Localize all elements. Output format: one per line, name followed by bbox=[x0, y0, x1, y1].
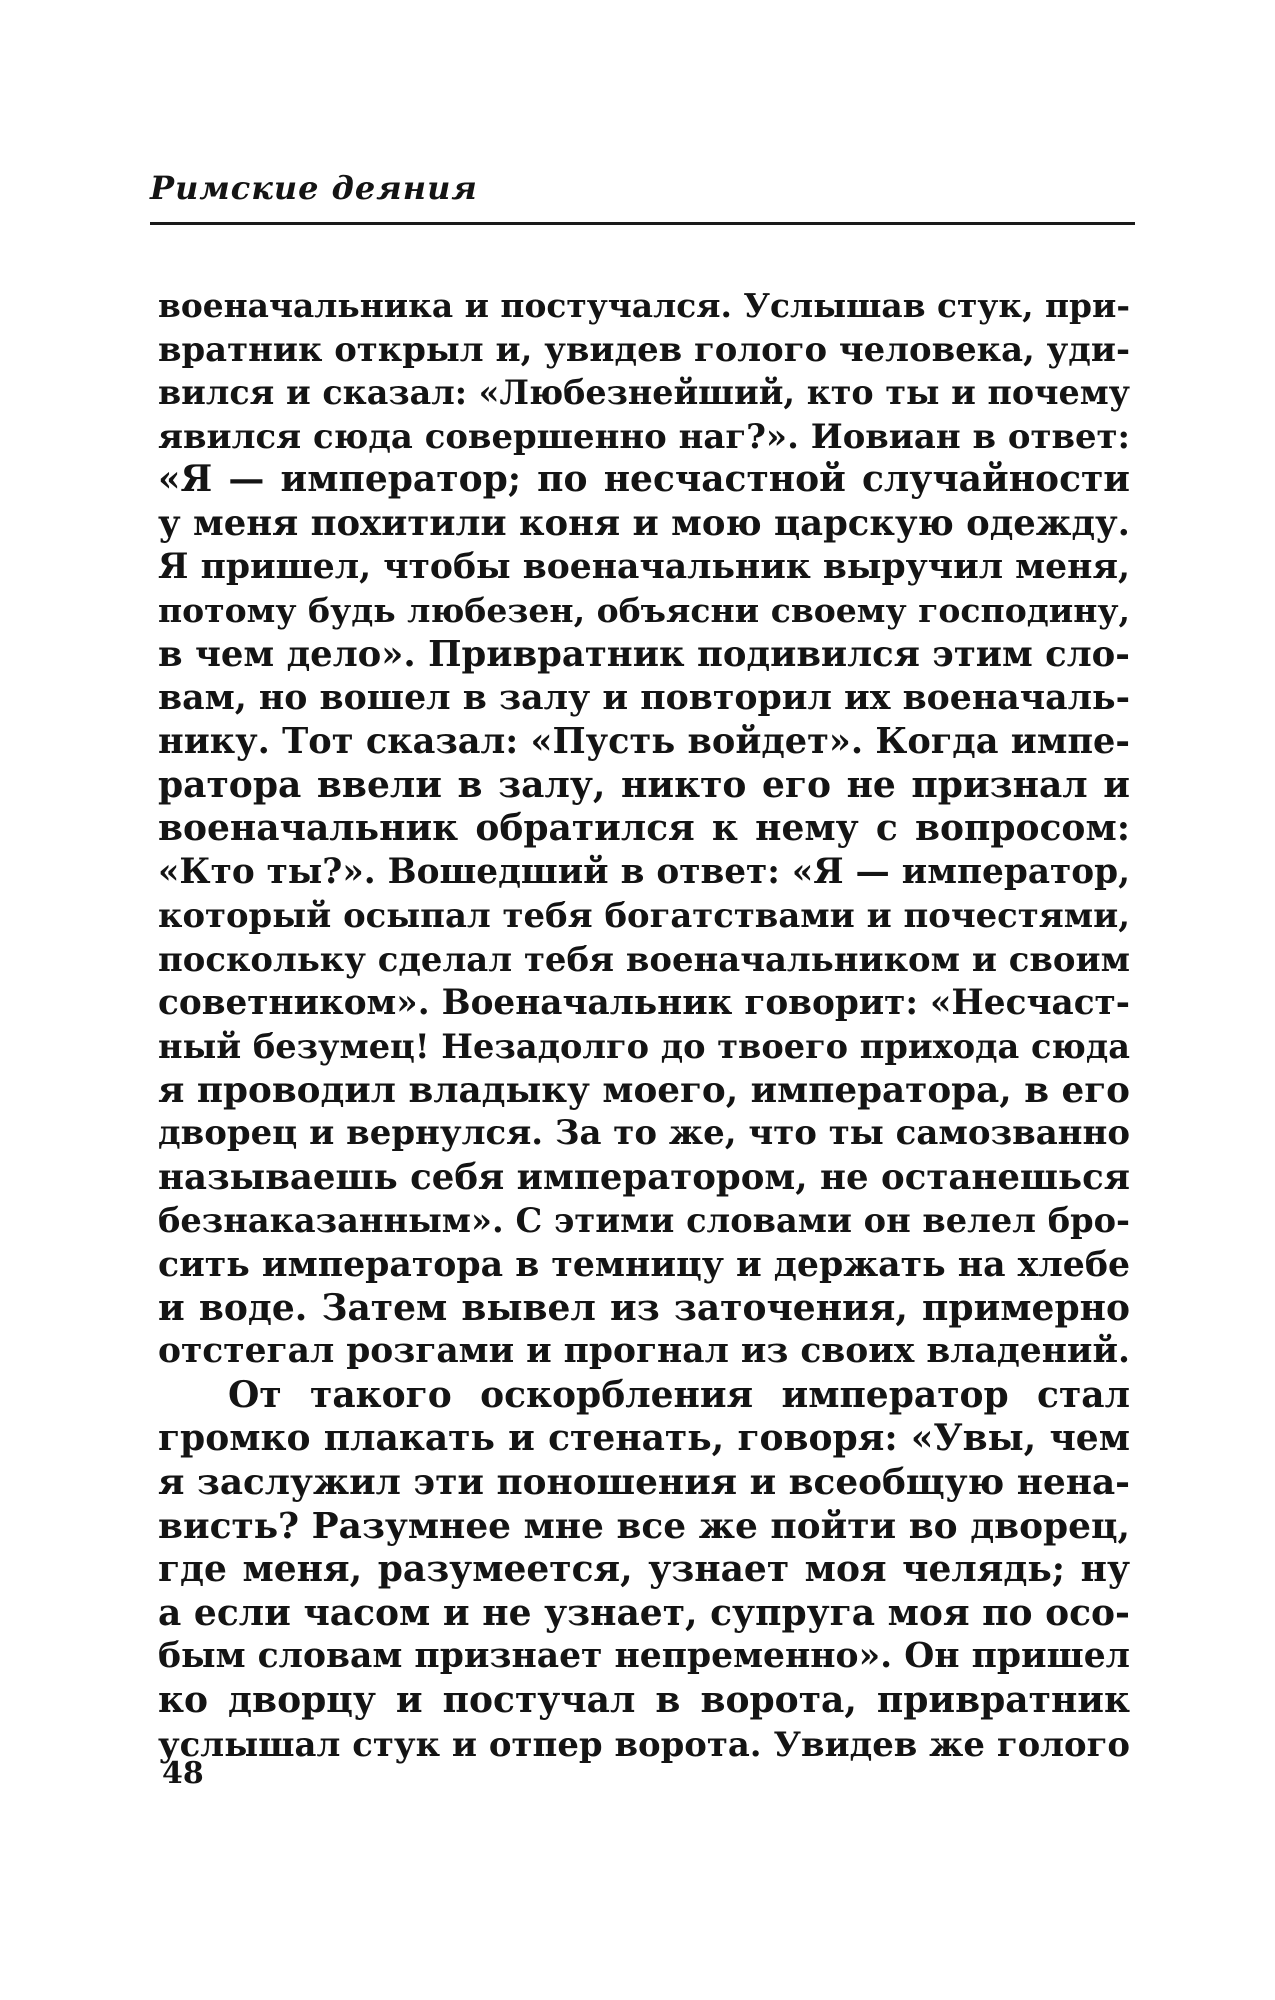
text-line: а если часом и не узнает, супруга моя по осо- bbox=[158, 1591, 1130, 1634]
text-line: услышал стук и отпер ворота. Увидев же голого bbox=[158, 1723, 1130, 1764]
text-line: вился и сказал: «Любезнейший, кто ты и почему bbox=[158, 373, 1130, 413]
running-title: Римские деяния bbox=[150, 169, 478, 207]
text-line: «Я — император; по несчастной случайности bbox=[158, 458, 1130, 501]
text-line: «Кто ты?». Вошедший в ответ: «Я — император, bbox=[158, 851, 1130, 892]
text-line: дворец и вернулся. За то же, что ты самозванно bbox=[158, 1113, 1130, 1154]
page-number: 48 bbox=[162, 1756, 204, 1791]
text-line: где меня, разумеется, узнает моя челядь; ну bbox=[158, 1548, 1130, 1591]
text-line: ко дворцу и постучал в ворота, привратник bbox=[158, 1679, 1130, 1721]
text-line: Я пришел, чтобы военачальник выручил меня, bbox=[158, 546, 1130, 587]
text-line: который осыпал тебя богатствами и почестями, bbox=[158, 895, 1130, 936]
text-line: сить императора в темницу и держать на хлебе bbox=[158, 1244, 1130, 1286]
text-line: громко плакать и стенать, говоря: «Увы, чем bbox=[158, 1417, 1130, 1460]
text-line: советником». Военачальник говорит: «Несчаст- bbox=[158, 982, 1130, 1023]
text-line: явился сюда совершенно наг?». Иовиан в ответ: bbox=[158, 415, 1130, 456]
text-line: военачальника и постучался. Услышав стук, при- bbox=[158, 286, 1130, 325]
text-line: в чем дело». Привратник подивился этим сло- bbox=[158, 633, 1130, 675]
text-line: я проводил владыку моего, императора, в его bbox=[158, 1068, 1130, 1111]
text-line: ный безумец! Незадолго до твоего прихода сюда bbox=[158, 1026, 1130, 1067]
text-line: называешь себя императором, не останешься bbox=[158, 1156, 1130, 1198]
text-line: вратник открыл и, увидев голого человека, уди- bbox=[158, 328, 1130, 369]
text-line: и воде. Затем вывел из заточения, примерно bbox=[158, 1286, 1130, 1329]
text-line: нику. Тот сказал: «Пусть войдет». Когда импе- bbox=[158, 720, 1130, 762]
body-text bbox=[158, 284, 1130, 1766]
text-line: висть? Разумнее мне все же пойти во дворец, bbox=[158, 1504, 1130, 1547]
text-line: безнаказанным». С этими словами он велел бро- bbox=[158, 1200, 1130, 1241]
text-line: потому будь любезен, объясни своему господину, bbox=[158, 591, 1130, 631]
header-rule bbox=[150, 222, 1135, 225]
text-line: ратора ввели в залу, никто его не признал и bbox=[158, 763, 1130, 806]
paragraph-start-line: От такого оскорбления император стал bbox=[228, 1373, 1130, 1416]
paragraph-end-line: отстегал розгами и прогнал из своих владений. bbox=[158, 1331, 1130, 1372]
text-line: я заслужил эти поношения и всеобщую нена- bbox=[158, 1461, 1130, 1504]
text-line: у меня похитили коня и мою царскую одежду. bbox=[158, 502, 1130, 544]
text-line: бым словам признает непременно». Он пришел bbox=[158, 1636, 1130, 1677]
text-line: вам, но вошел в залу и повторил их военачаль- bbox=[158, 677, 1130, 719]
text-line: поскольку сделал тебя военачальником и своим bbox=[158, 938, 1130, 979]
text-line: военачальник обратился к нему с вопросом: bbox=[158, 807, 1130, 850]
